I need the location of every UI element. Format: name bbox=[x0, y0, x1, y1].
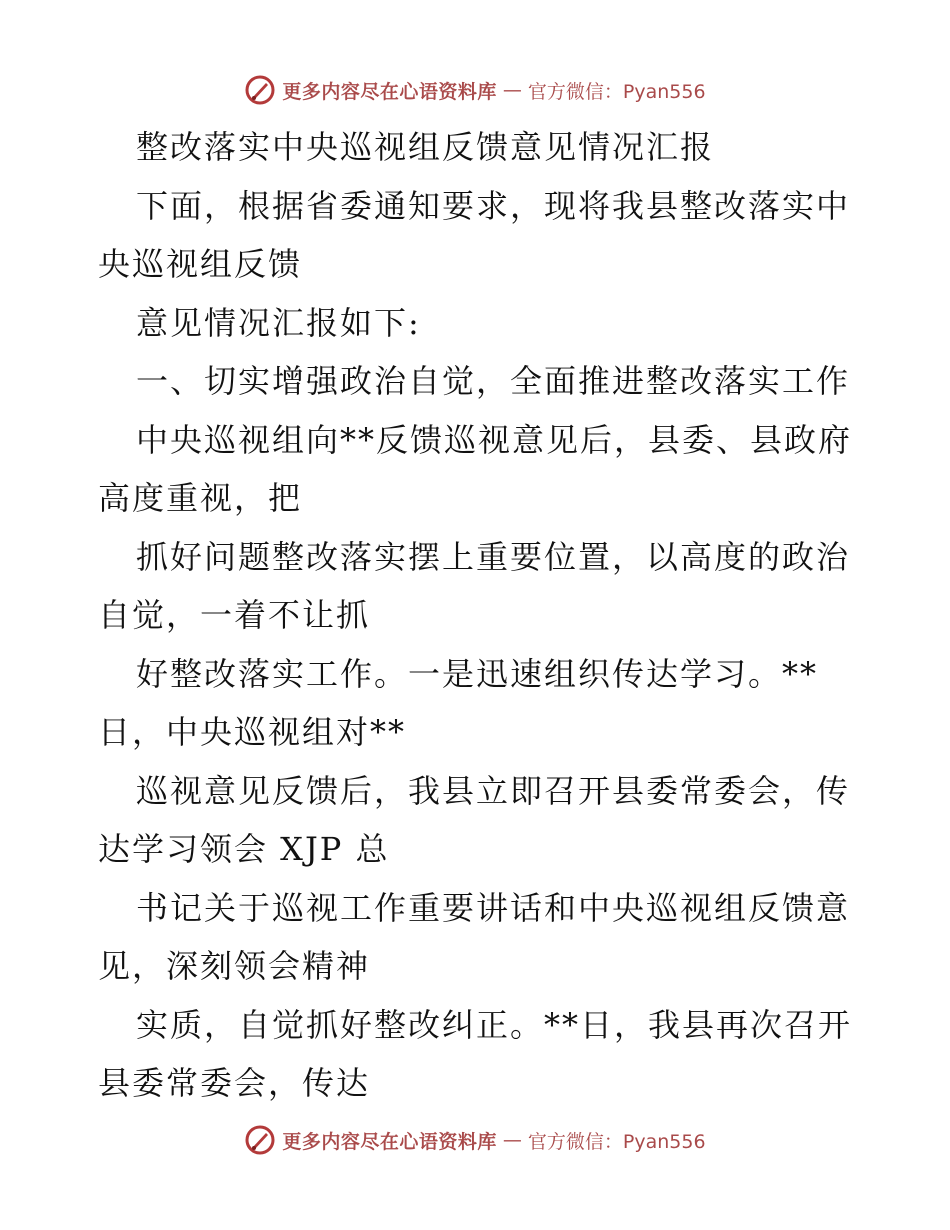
paragraph-line: 中央巡视组向**反馈巡视意见后，县委、县政府 bbox=[136, 420, 853, 459]
header-watermark-banner bbox=[0, 70, 950, 110]
paragraph-line: 书记关于巡视工作重要讲话和中央巡视组反馈意 bbox=[136, 888, 851, 927]
document-title: 整改落实中央巡视组反馈意见情况汇报 bbox=[136, 128, 715, 166]
red-quill-seal-icon bbox=[244, 1124, 276, 1156]
paragraph-line: 巡视意见反馈后，我县立即召开县委常委会，传 bbox=[136, 771, 851, 810]
paragraph-line: 好整改落实工作。一是迅速组织传达学习。** bbox=[136, 654, 819, 693]
paragraph-line: 实质，自觉抓好整改纠正。**日，我县再次召开 bbox=[136, 1005, 853, 1044]
paragraph-line: 央巡视组反馈 bbox=[98, 245, 303, 283]
paragraph-line: 意见情况汇报如下: bbox=[136, 303, 421, 342]
paragraph-line: 县委常委会，传达 bbox=[98, 1064, 371, 1102]
paragraph-line: 日，中央巡视组对** bbox=[98, 713, 407, 751]
paragraph-line: 抓好问题整改落实摆上重要位置，以高度的政治 bbox=[136, 537, 851, 576]
watermark-official-text: 官方微信：Pyan556 bbox=[527, 1130, 706, 1153]
watermark-separator: — bbox=[502, 1129, 522, 1151]
section-heading: 一、切实增强政治自觉，全面推进整改落实工作 bbox=[136, 362, 851, 400]
paragraph-line: 达学习领会 XJP 总 bbox=[98, 830, 390, 868]
paragraph-line: 见，深刻领会精神 bbox=[98, 947, 371, 985]
watermark-brand-text: 更多内容尽在心语资料库 bbox=[282, 1130, 497, 1153]
watermark-separator: — bbox=[502, 79, 522, 101]
paragraph-line: 下面，根据省委通知要求，现将我县整改落实中 bbox=[136, 186, 851, 225]
watermark-brand-text: 更多内容尽在心语资料库 bbox=[282, 80, 497, 103]
watermark-official-text: 官方微信：Pyan556 bbox=[527, 80, 706, 103]
document-body bbox=[98, 118, 858, 1113]
paragraph-line: 高度重视，把 bbox=[98, 479, 303, 517]
footer-watermark-banner bbox=[0, 1120, 950, 1160]
red-quill-seal-icon bbox=[244, 74, 276, 106]
paragraph-line: 自觉，一着不让抓 bbox=[98, 596, 371, 634]
